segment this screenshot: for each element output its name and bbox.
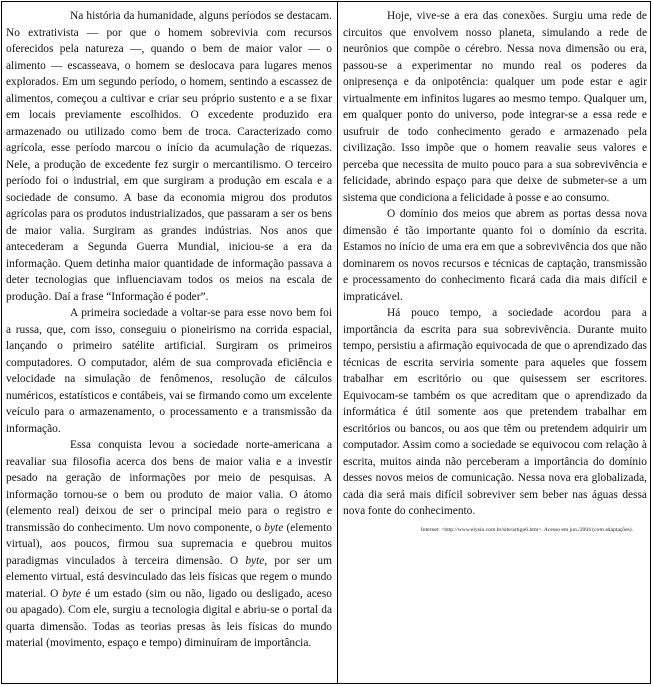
- paragraph-3: Essa conquista levou a sociedade norte-americana a reavaliar sua filosofia acerca dos bens de maior valia e a investir pesado na geração de informações por meio de pesquisas. A informação tornou-se o bem ou produto de maior valia. O átomo (elemento real) deixou de ser o principal meio para o registro e transmissão do conhecimento. Um novo componente, o byte (elemento virtual), aos poucos, firmou sua supremacia e quebrou muitos paradigmas vinculados à terceira dimensão. O byte, por ser um elemento virtual, está desvinculado das leis físicas que regem o mundo material. O byte é um estado (sim ou não, ligado ou desligado, aceso ou apagado). Com ele, surgiu a tecnologia digital e abriu-se o portal da quarta dimensão. Todas as teorias presas às leis físicas do mundo material (movimento, espaço e tempo) diminuíram de importância.: [6, 439, 332, 649]
- paragraph-1: Na história da humanidade, alguns períodos se destacam. No extrativista — por que o homem sobrevivia com recursos oferecidos pela natureza —, quando o bem de maior valor — o alimento — escasseava, o homem se deslocava para lugares menos explorados. Em um segundo período, o homem, sentindo a escassez de alimentos, começou a cultivar e criar seu próprio sustento e a se fixar em locais previamente escolhidos. O excedente produzido era armazenado ou utilizado como bem de troca. Caracterizado como agrícola, esse período marcou o início da acumulação de riquezas. Nele, a produção de excedente fez surgir o mercantilismo. O terceiro período foi o industrial, em que surgiram a produção em escala e a sociedade de consumo. A base da economia migrou dos produtos agrícolas para os produtos industrializados, que passaram a ser os bens de maior valia. Surgiram as grandes indústrias. Nos anos que antecederam a Segunda Guerra Mundial, iniciou-se a era da informação. Quem detinha maior quantidade de informação passava a deter tecnologias que influenciavam todos os meios na escala de produção. Daí a frase “Informação é poder”.: [6, 10, 332, 303]
- paragraph-2: A primeira sociedade a voltar-se para esse novo bem foi a russa, que, com isso, conseguiu o pioneirismo na corrida espacial, lançando o primeiro satélite artificial. Surgiram os primeiros computadores. O computador, além de sua comprovada eficiência e velocidade na simulação de fenômenos, resolução de cálculos numéricos, estatísticos e contábeis, vai se firmando como um excelente veículo para o armazenamento, o processamento e a transmissão da informação.: [6, 307, 332, 435]
- paragraph-5: O domínio dos meios que abrem as portas dessa nova dimensão é tão importante quanto foi o domínio da escrita. Estamos no início de uma era em que a sobrevivência dos que não dominarem os novos recursos e técnicas de captação, transmissão e processamento do conhecimento ficará cada dia mais difícil e impraticável.: [343, 208, 647, 303]
- paragraph-6: Há pouco tempo, a sociedade acordou para a importância da escrita para sua sobrevivência. Durante muito tempo, persistiu a afirmação equivocada de que o aprendizado das técnicas de escrita serviria somente para aqueles que fossem trabalhar em escritório ou que quisessem ser escritores. Equivocam-se também os que acreditam que o aprendizado da informática é útil somente aos que pretendem trabalhar em escritórios ou bancos, ou aos que têm ou pretendem adquirir um computador. Assim como a sociedade se equivocou com relação à escrita, muitos ainda não perceberam a importância do domínio desses novos meios de comunicação. Nessa nova era globalizada, cada dia será mais difícil sobreviver sem beber nas águas dessa nova fonte do conhecimento.: [343, 307, 647, 517]
- left-column: [6, 8, 332, 652]
- column-divider: [337, 1, 338, 684]
- right-column: [343, 8, 647, 534]
- paragraph-4: Hoje, vive-se a era das conexões. Surgiu uma rede de circuitos que envolvem nosso planeta, simulando a rede de neurônios que compõe o cérebro. Nessa nova dimensão ou era, passou-se a experimentar no mundo real os poderes da onipresença e da onipotência: qualquer um pode estar e agir virtualmente em infinitos lugares ao mesmo tempo. Qualquer um, em qualquer ponto do universo, pode integrar-se a essa rede e usufruir de todo conhecimento gerado e armazenado pela civilização. Isso impõe que o homem reavalie seus valores e perceba que necessita de muito pouco para a sua sobrevivência e felicidade, abrindo espaço para que deixe de submeter-se a um sistema que condiciona a felicidade à posse e ao consumo.: [343, 10, 647, 204]
- source-citation: Internet: <http://www.elysio.com.br/site/artigo6.htm>. Acesso em jun./2004 (com adaptações).: [420, 526, 633, 533]
